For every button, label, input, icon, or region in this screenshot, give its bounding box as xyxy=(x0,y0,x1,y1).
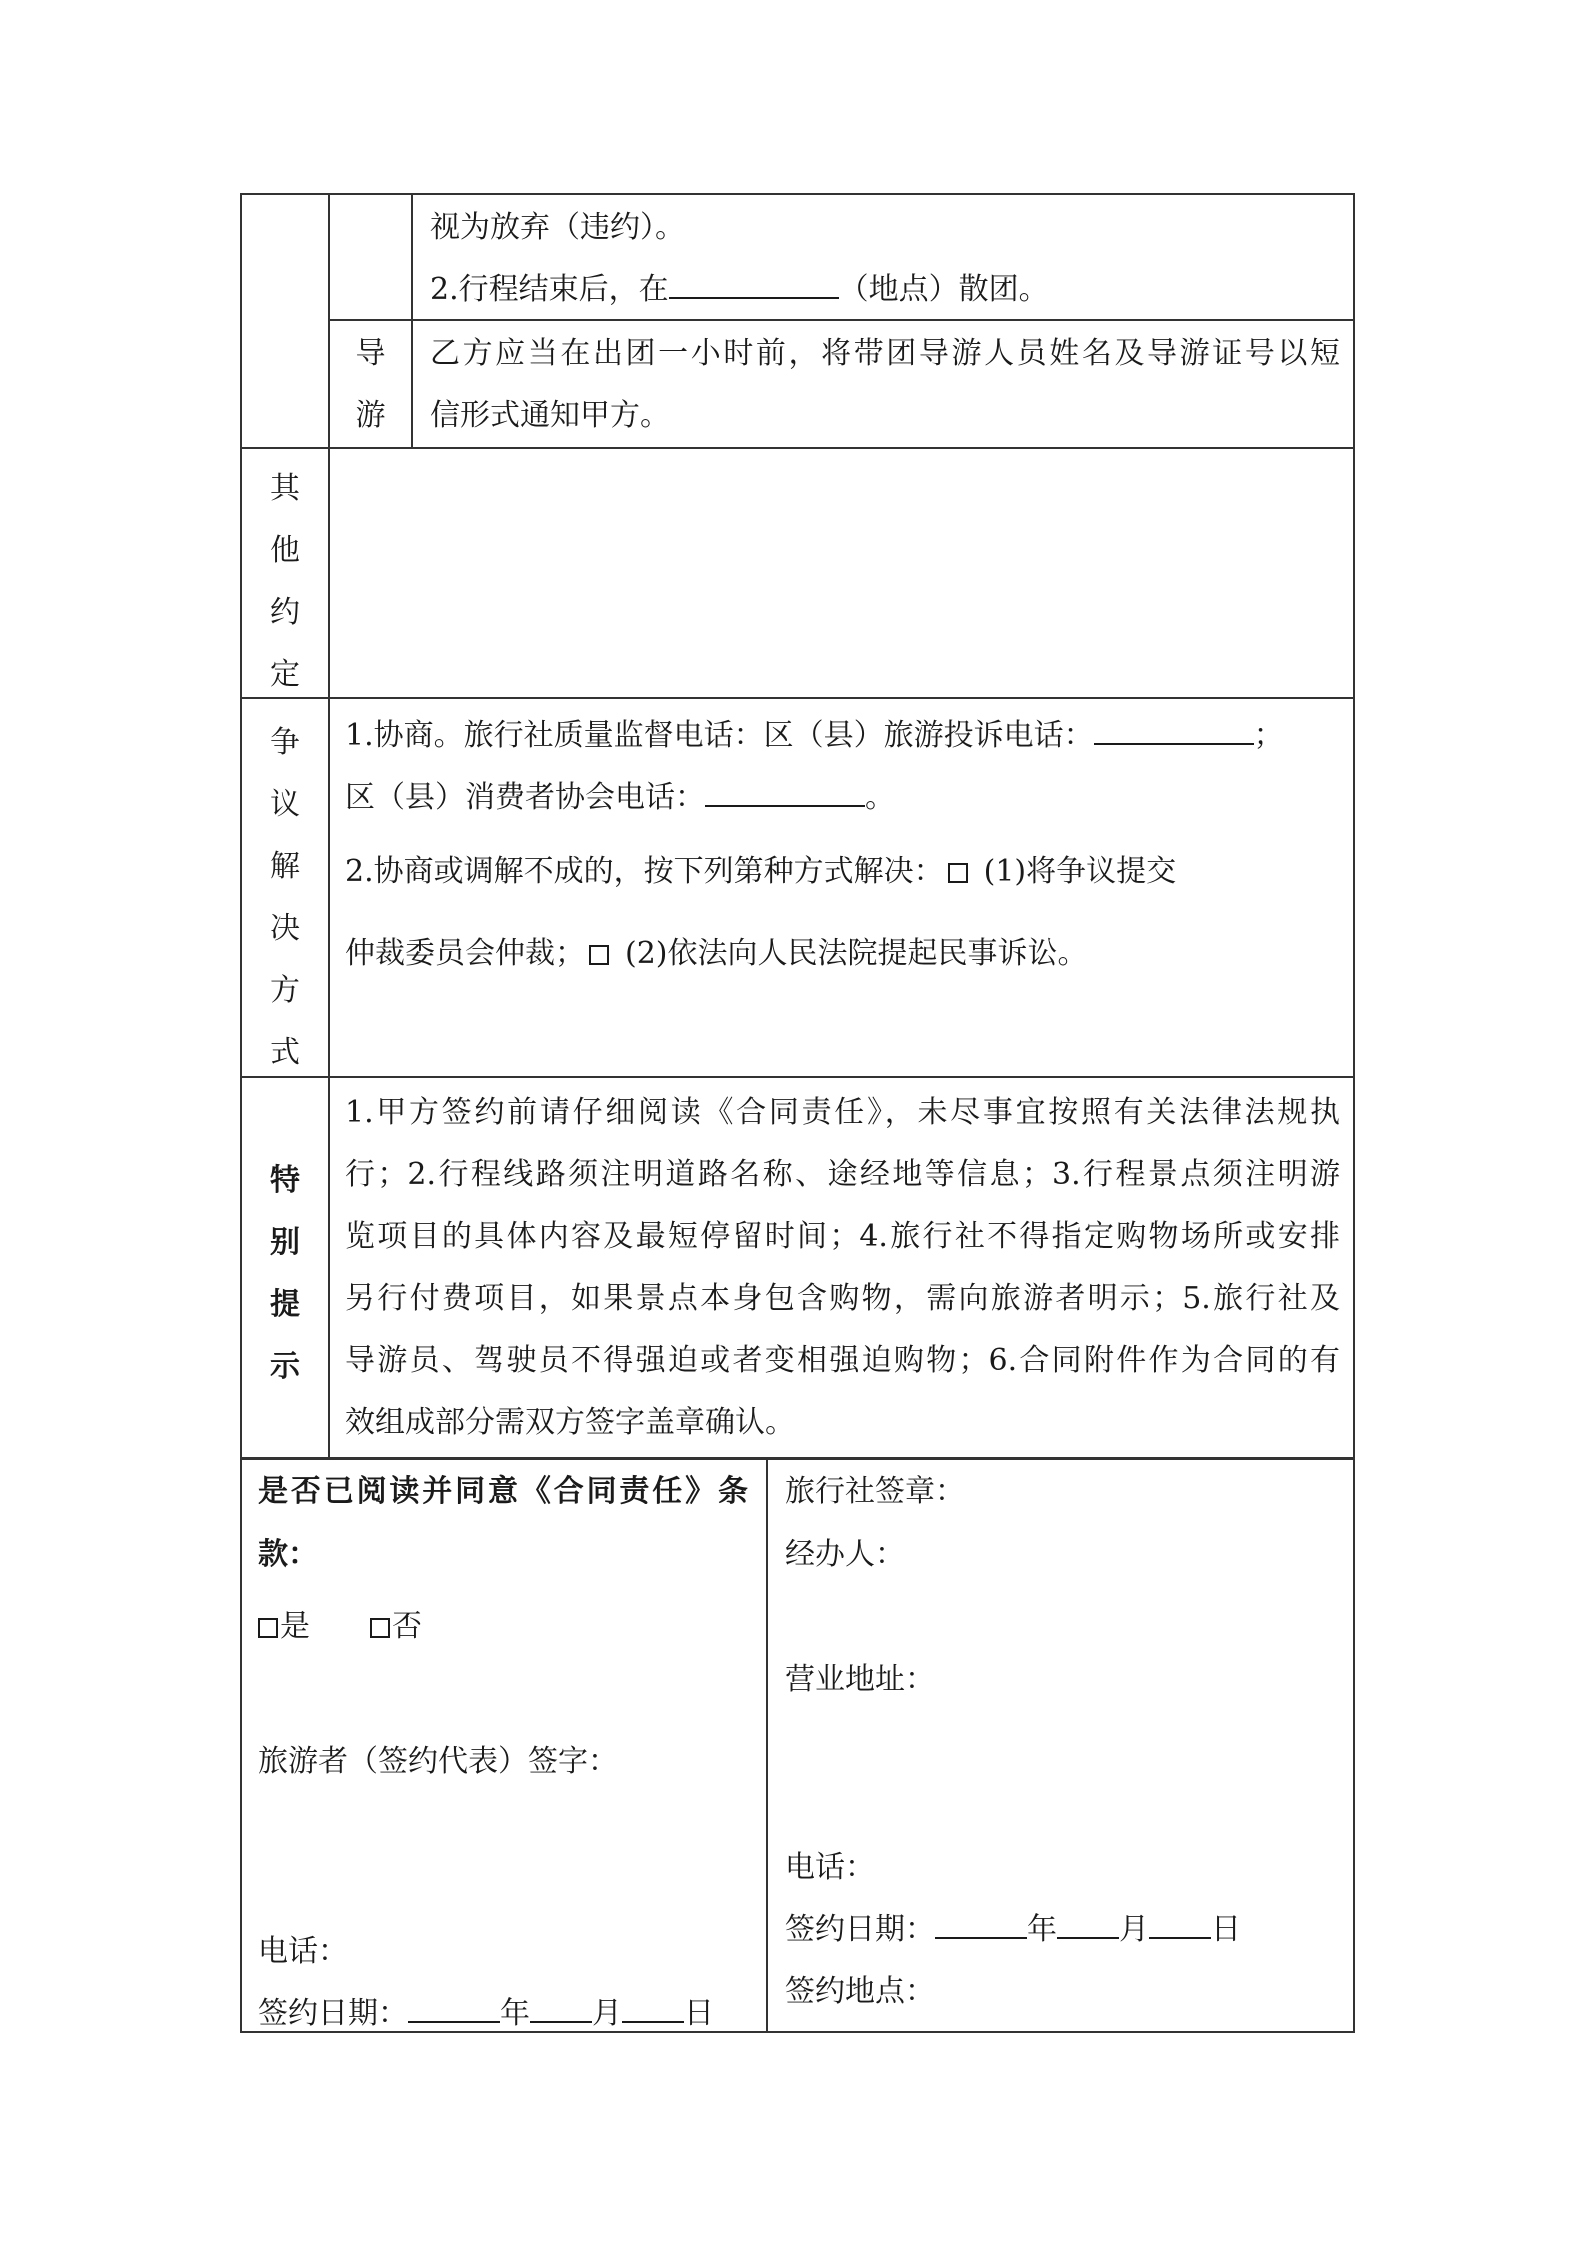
itinerary-line-2: 2.行程结束后，在 （地点）散团。 xyxy=(430,272,1049,307)
consent-yes-checkbox[interactable] xyxy=(258,1618,278,1638)
agency-phone-label: 电话： xyxy=(785,1850,875,1885)
agency-sign-date: 签约日期： 年 月 日 xyxy=(785,1912,1241,1947)
tourist-signature-label: 旅游者（签约代表）签字： xyxy=(258,1744,618,1779)
agency-sign-place-label: 签约地点： xyxy=(785,1974,935,2009)
agency-address-label: 营业地址： xyxy=(785,1662,935,1697)
agency-month-blank[interactable] xyxy=(1057,1911,1119,1939)
tourist-month-blank[interactable] xyxy=(530,1995,592,2023)
arbitration-checkbox[interactable] xyxy=(948,863,968,883)
consent-no-checkbox[interactable] xyxy=(370,1618,390,1638)
notice-line-2: 行；2.行程线路须注明道路名称、途经地等信息；3.行程景点须注明游 xyxy=(345,1157,1340,1192)
tourist-year-blank[interactable] xyxy=(408,1995,500,2023)
row-divider-guide xyxy=(328,319,1355,321)
notice-label: 特 别 提 示 xyxy=(270,1163,300,1384)
tourist-day-blank[interactable] xyxy=(622,1995,684,2023)
consumer-association-phone-blank[interactable] xyxy=(705,779,865,807)
agency-day-blank[interactable] xyxy=(1149,1911,1211,1939)
other-agreements-content[interactable] xyxy=(330,449,1353,697)
litigation-checkbox[interactable] xyxy=(589,945,609,965)
guide-label: 导 游 xyxy=(355,336,386,433)
notice-line-3: 览项目的具体内容及最短停留时间；4.旅行社不得指定购物场所或安排 xyxy=(345,1219,1340,1254)
agency-seal-label: 旅行社签章： xyxy=(785,1474,965,1509)
signature-col-divider xyxy=(766,1458,768,2033)
table-border-right xyxy=(1353,193,1355,2033)
itinerary-line-1: 视为放弃（违约）。 xyxy=(430,210,685,245)
dispute-line-1: 1.协商。旅行社质量监督电话：区（县）旅游投诉电话： ； xyxy=(345,718,1284,753)
notice-line-1: 1.甲方签约前请仔细阅读《合同责任》，未尽事宜按照有关法律法规执 xyxy=(345,1095,1340,1130)
complaint-phone-blank[interactable] xyxy=(1094,717,1254,745)
dispute-line-4: 仲裁委员会仲裁； (2)依法向人民法院提起民事诉讼。 xyxy=(345,936,1088,971)
tourist-phone-label: 电话： xyxy=(258,1934,348,1969)
table-border-top xyxy=(240,193,1355,195)
notice-line-4: 另行付费项目，如果景点本身包含购物，需向旅游者明示；5.旅行社及 xyxy=(345,1281,1340,1316)
tourist-sign-date: 签约日期： 年 月 日 xyxy=(258,1996,714,2031)
dispute-label: 争 议 解 决 方 式 xyxy=(270,725,300,1070)
dispute-line-2: 区（县）消费者协会电话： 。 xyxy=(345,780,895,815)
consent-options xyxy=(256,1607,422,1647)
notice-line-6: 效组成部分需双方签字盖章确认。 xyxy=(345,1405,795,1440)
row-divider-signature xyxy=(240,1457,1355,1460)
guide-line-2: 信形式通知甲方。 xyxy=(430,398,670,433)
row-divider-notice xyxy=(240,1076,1355,1078)
dispute-line-3: 2.协商或调解不成的，按下列第种方式解决： (1)将争议提交 xyxy=(345,854,1177,889)
guide-line-1: 乙方应当在出团一小时前，将带团导游人员姓名及导游证号以短 xyxy=(430,336,1340,371)
consent-question-line-1: 是否已阅读并同意《合同责任》条 xyxy=(258,1474,748,1509)
consent-no-label: 否 xyxy=(392,1609,422,1644)
agency-agent-label: 经办人： xyxy=(785,1537,905,1572)
row-divider-dispute xyxy=(240,697,1355,699)
notice-line-5: 导游员、驾驶员不得强迫或者变相强迫购物；6.合同附件作为合同的有 xyxy=(345,1343,1340,1378)
other-label: 其 他 约 定 xyxy=(270,471,300,692)
agency-year-blank[interactable] xyxy=(935,1911,1027,1939)
consent-question-line-2: 款： xyxy=(258,1537,318,1572)
dispersal-location-blank[interactable] xyxy=(669,271,839,299)
consent-yes-label: 是 xyxy=(280,1609,310,1644)
